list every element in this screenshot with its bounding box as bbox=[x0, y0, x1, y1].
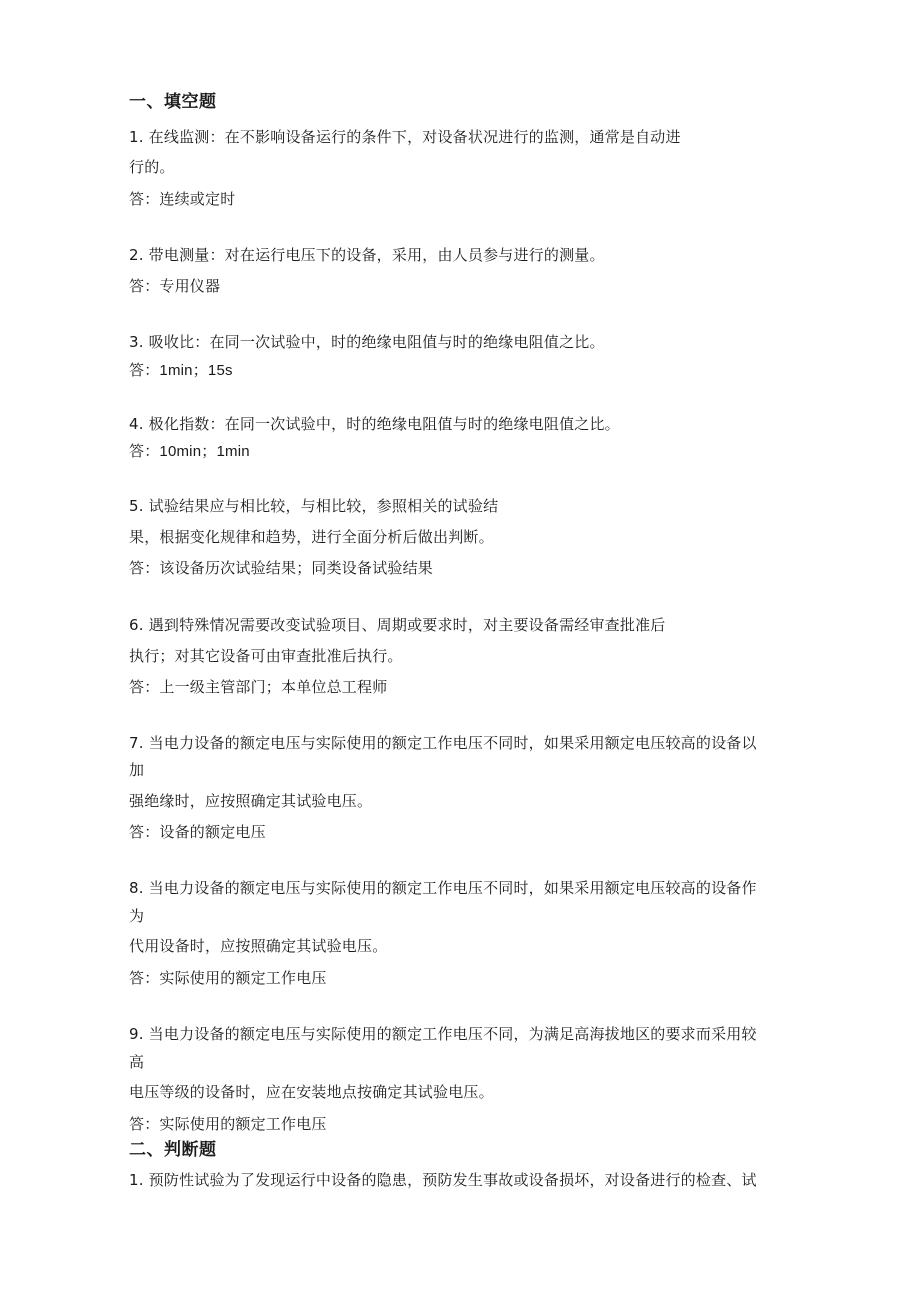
question-1-line-1: 1. 在线监测：在不影响设备运行的条件下，对设备状况进行的监测，通常是自动进 bbox=[129, 128, 681, 146]
question-2-answer: 答：专用仪器 bbox=[129, 277, 221, 295]
question-9-answer: 答：实际使用的额定工作电压 bbox=[129, 1115, 327, 1133]
question-1-answer: 答：连续或定时 bbox=[129, 190, 236, 208]
tf-question-1-line-1: 1. 预防性试验为了发现运行中设备的隐患，预防发生事故或设备损坏，对设备进行的检查、试 bbox=[129, 1171, 757, 1189]
question-4-line-1: 4. 极化指数：在同一次试验中，时的绝缘电阻值与时的绝缘电阻值之比。 bbox=[129, 415, 620, 433]
question-8-line-1: 8. 当电力设备的额定电压与实际使用的额定工作电压不同时，如果采用额定电压较高的设备作 bbox=[129, 879, 757, 897]
question-6-line-2: 执行；对其它设备可由审查批准后执行。 bbox=[129, 647, 403, 665]
question-7-line-2: 加 bbox=[129, 761, 145, 779]
section-heading-true-false: 二、判断题 bbox=[129, 1140, 217, 1160]
question-7-answer: 答：设备的额定电压 bbox=[129, 823, 266, 841]
question-5-line-2: 果，根据变化规律和趋势，进行全面分析后做出判断。 bbox=[129, 528, 494, 546]
question-3-line-1: 3. 吸收比：在同一次试验中，时的绝缘电阻值与时的绝缘电阻值之比。 bbox=[129, 333, 605, 351]
section-heading-fill-blank: 一、填空题 bbox=[129, 92, 217, 112]
question-3-answer: 答：1min；15s bbox=[129, 362, 233, 379]
question-5-line-1: 5. 试验结果应与相比较，与相比较，参照相关的试验结 bbox=[129, 497, 499, 515]
question-8-line-3: 代用设备时，应按照确定其试验电压。 bbox=[129, 937, 388, 955]
question-5-answer: 答：该设备历次试验结果；同类设备试验结果 bbox=[129, 559, 434, 577]
question-4-answer: 答：10min；1min bbox=[129, 443, 250, 460]
question-9-line-2: 高 bbox=[129, 1053, 145, 1071]
question-6-line-1: 6. 遇到特殊情况需要改变试验项目、周期或要求时，对主要设备需经审查批准后 bbox=[129, 616, 666, 634]
question-8-line-2: 为 bbox=[129, 907, 145, 925]
question-1-line-2: 行的。 bbox=[129, 158, 175, 176]
question-8-answer: 答：实际使用的额定工作电压 bbox=[129, 969, 327, 987]
question-6-answer: 答：上一级主管部门；本单位总工程师 bbox=[129, 678, 388, 696]
question-7-line-3: 强绝缘时，应按照确定其试验电压。 bbox=[129, 792, 373, 810]
question-7-line-1: 7. 当电力设备的额定电压与实际使用的额定工作电压不同时，如果采用额定电压较高的设备以 bbox=[129, 734, 757, 752]
question-2-line-1: 2. 带电测量：对在运行电压下的设备，采用，由人员参与进行的测量。 bbox=[129, 246, 605, 264]
question-9-line-3: 电压等级的设备时，应在安装地点按确定其试验电压。 bbox=[129, 1083, 494, 1101]
question-9-line-1: 9. 当电力设备的额定电压与实际使用的额定工作电压不同，为满足高海拔地区的要求而采用较 bbox=[129, 1025, 757, 1043]
